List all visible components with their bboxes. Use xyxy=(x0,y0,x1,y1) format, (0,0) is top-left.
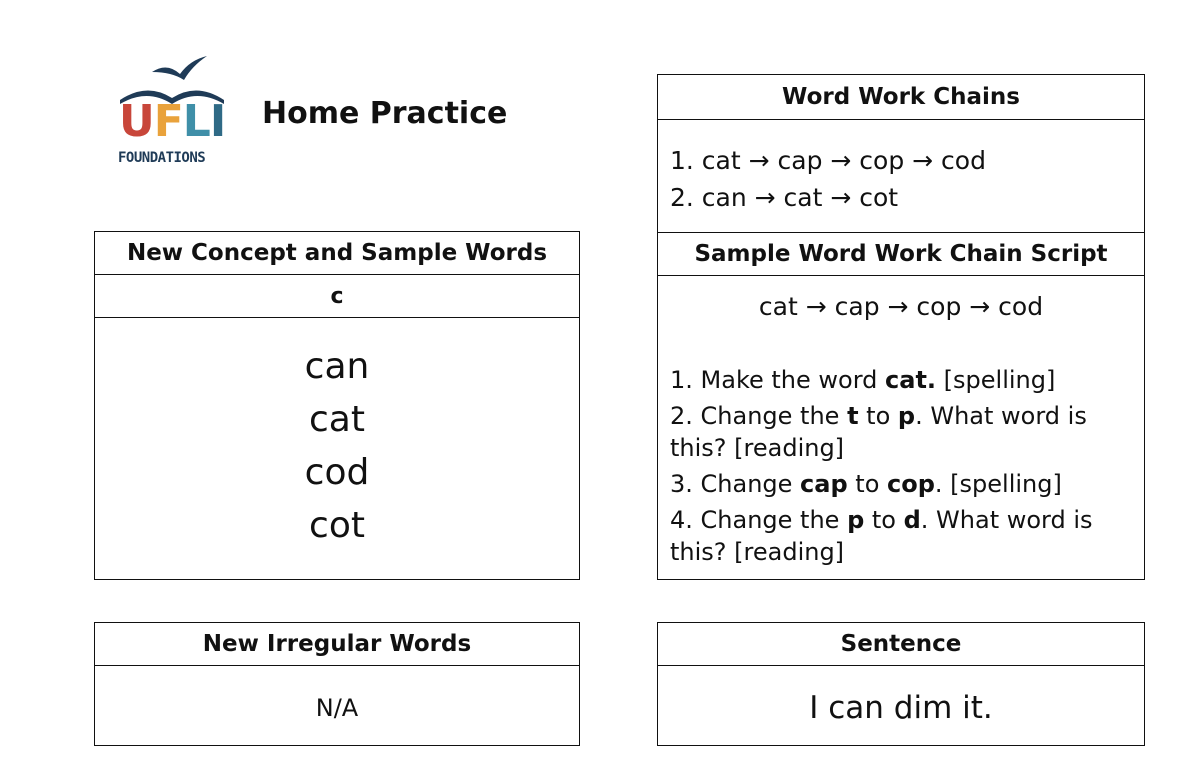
sample-word: can xyxy=(304,346,370,387)
word-chain-item: 2. can → cat → cot xyxy=(670,183,899,212)
concept-panel-title: New Concept and Sample Words xyxy=(95,232,579,275)
logo-letter-u: U xyxy=(119,96,154,147)
logo-letter-l: L xyxy=(182,96,210,147)
irregular-words-value: N/A xyxy=(315,694,359,722)
word-chain-item: 1. cat → cap → cop → cod xyxy=(670,146,986,175)
sample-word: cod xyxy=(304,452,370,493)
sample-word: cot xyxy=(309,505,365,546)
logo-subtitle: FOUNDATIONS xyxy=(118,150,206,166)
page-title: Home Practice xyxy=(262,96,508,131)
word-chains-title: Word Work Chains xyxy=(658,75,1144,120)
script-step: 4. Change the p to d. What word is this? [reading] xyxy=(670,506,1093,566)
sentence-value: I can dim it. xyxy=(809,690,993,726)
concept-panel xyxy=(94,231,580,580)
logo-wordmark xyxy=(119,96,225,147)
word-chains-list xyxy=(658,120,1144,233)
script-title: Sample Word Work Chain Script xyxy=(658,233,1144,276)
concept-value: c xyxy=(95,275,579,318)
bird-icon xyxy=(152,56,207,80)
sentence-title: Sentence xyxy=(658,623,1144,666)
script-step: 2. Change the t to p. What word is this? [reading] xyxy=(670,402,1087,462)
irregular-words-title: New Irregular Words xyxy=(95,623,579,666)
logo-letter-f: F xyxy=(153,96,183,147)
logo-letter-i: I xyxy=(209,96,226,147)
word-chains-panel xyxy=(657,74,1145,580)
sample-word: cat xyxy=(309,399,365,440)
script-steps xyxy=(658,334,1144,568)
script-step: 1. Make the word cat. [spelling] xyxy=(670,366,1056,394)
irregular-words-panel xyxy=(94,622,580,746)
script-step: 3. Change cap to cop. [spelling] xyxy=(670,470,1062,498)
sample-words-list xyxy=(95,318,579,552)
sentence-panel xyxy=(657,622,1145,746)
script-chain: cat → cap → cop → cod xyxy=(758,292,1044,321)
